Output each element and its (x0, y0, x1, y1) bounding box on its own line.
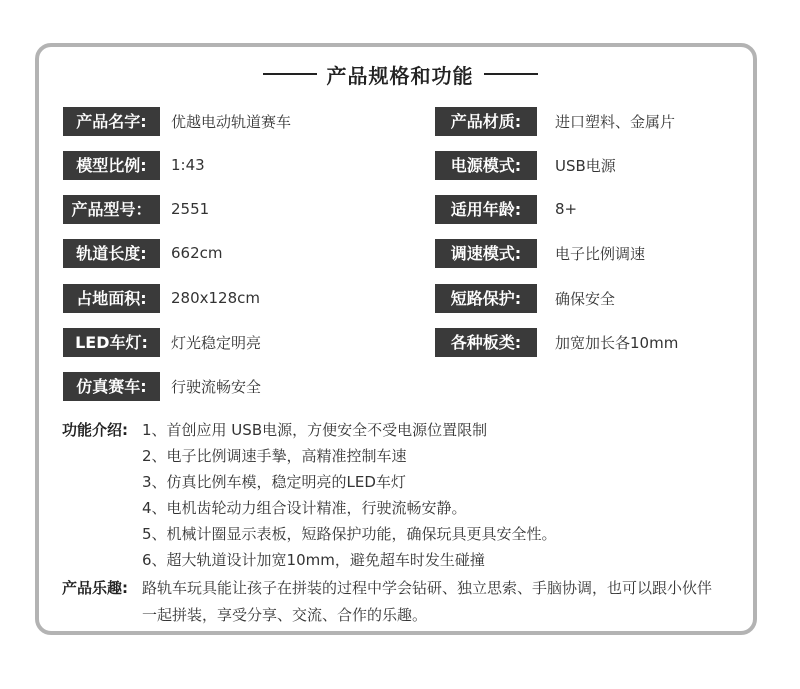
spec-boards (435, 327, 678, 357)
title-row (0, 52, 800, 96)
page-title: 产品规格和功能 (326, 63, 474, 88)
spec-value: 662cm (171, 244, 223, 262)
list-item (62, 417, 742, 443)
spec-label: 各种板类: (435, 328, 537, 357)
spec-speed-mode (435, 238, 645, 268)
spec-value: 8+ (555, 200, 578, 218)
spec-led-light (63, 327, 261, 357)
features-section (62, 417, 742, 573)
spec-value: USB电源 (555, 156, 616, 175)
spec-value: 2551 (171, 200, 210, 218)
list-item (62, 469, 742, 495)
spec-power-mode (435, 150, 616, 180)
spec-product-name (63, 106, 291, 136)
spec-age (435, 194, 577, 224)
list-item (62, 547, 742, 573)
spec-value: 行驶流畅安全 (171, 377, 262, 396)
spec-label: 产品型号： (63, 195, 160, 224)
spec-value: 灯光稳定明亮 (171, 333, 262, 352)
spec-model-scale (63, 150, 205, 180)
spec-label: 产品材质: (435, 107, 537, 136)
feature-text: 6、超大轨道设计加宽10mm，避免超车时发生碰撞 (142, 551, 485, 569)
feature-text: 3、仿真比例车模，稳定明亮的LED车灯 (142, 473, 406, 491)
spec-floor-area (63, 283, 260, 313)
list-item (62, 495, 742, 521)
title-right-rule (484, 73, 538, 75)
fun-label: 产品乐趣: (62, 579, 128, 597)
spec-label: 仿真赛车: (63, 372, 160, 401)
spec-label: 短路保护: (435, 284, 537, 313)
spec-label: 占地面积: (63, 284, 160, 313)
spec-label: 产品名字: (63, 107, 160, 136)
feature-text: 4、电机齿轮动力组合设计精准，行驶流畅安静。 (142, 499, 467, 517)
spec-value: 电子比例调速 (555, 244, 646, 263)
spec-label: LED车灯: (63, 328, 160, 357)
title-left-rule (263, 73, 317, 75)
spec-label: 电源模式: (435, 151, 537, 180)
spec-track-length (63, 238, 223, 268)
feature-text: 5、机械计圈显示表板，短路保护功能，确保玩具更具安全性。 (142, 525, 557, 543)
spec-label: 适用年龄: (435, 195, 537, 224)
fun-section (62, 575, 742, 629)
spec-product-model (63, 194, 209, 224)
feature-text: 1、首创应用 USB电源，方便安全不受电源位置限制 (142, 421, 488, 439)
features-label: 功能介绍: (62, 421, 128, 439)
spec-label: 调速模式: (435, 239, 537, 268)
spec-value: 优越电动轨道赛车 (171, 112, 292, 131)
feature-text: 2、电子比例调速手摯，高精准控制车速 (142, 447, 407, 465)
spec-value: 加宽加长各10mm (555, 333, 679, 352)
spec-label: 轨道长度: (63, 239, 160, 268)
spec-short-circuit (435, 283, 615, 313)
spec-value: 进口塑料、金属片 (555, 112, 676, 131)
spec-value: 确保安全 (555, 289, 616, 308)
list-item (62, 443, 742, 469)
spec-label: 模型比例: (63, 151, 160, 180)
spec-value: 280x128cm (171, 289, 260, 307)
spec-replica-car (63, 371, 261, 401)
list-item (62, 521, 742, 547)
fun-text: 路轨车玩具能让孩子在拼装的过程中学会钻研、独立思索、手脑协调，也可以跟小伙伴一起拼装，享受分享、交流、合作的乐趣。 (142, 579, 713, 624)
spec-material (435, 106, 675, 136)
spec-value: 1:43 (171, 156, 205, 174)
